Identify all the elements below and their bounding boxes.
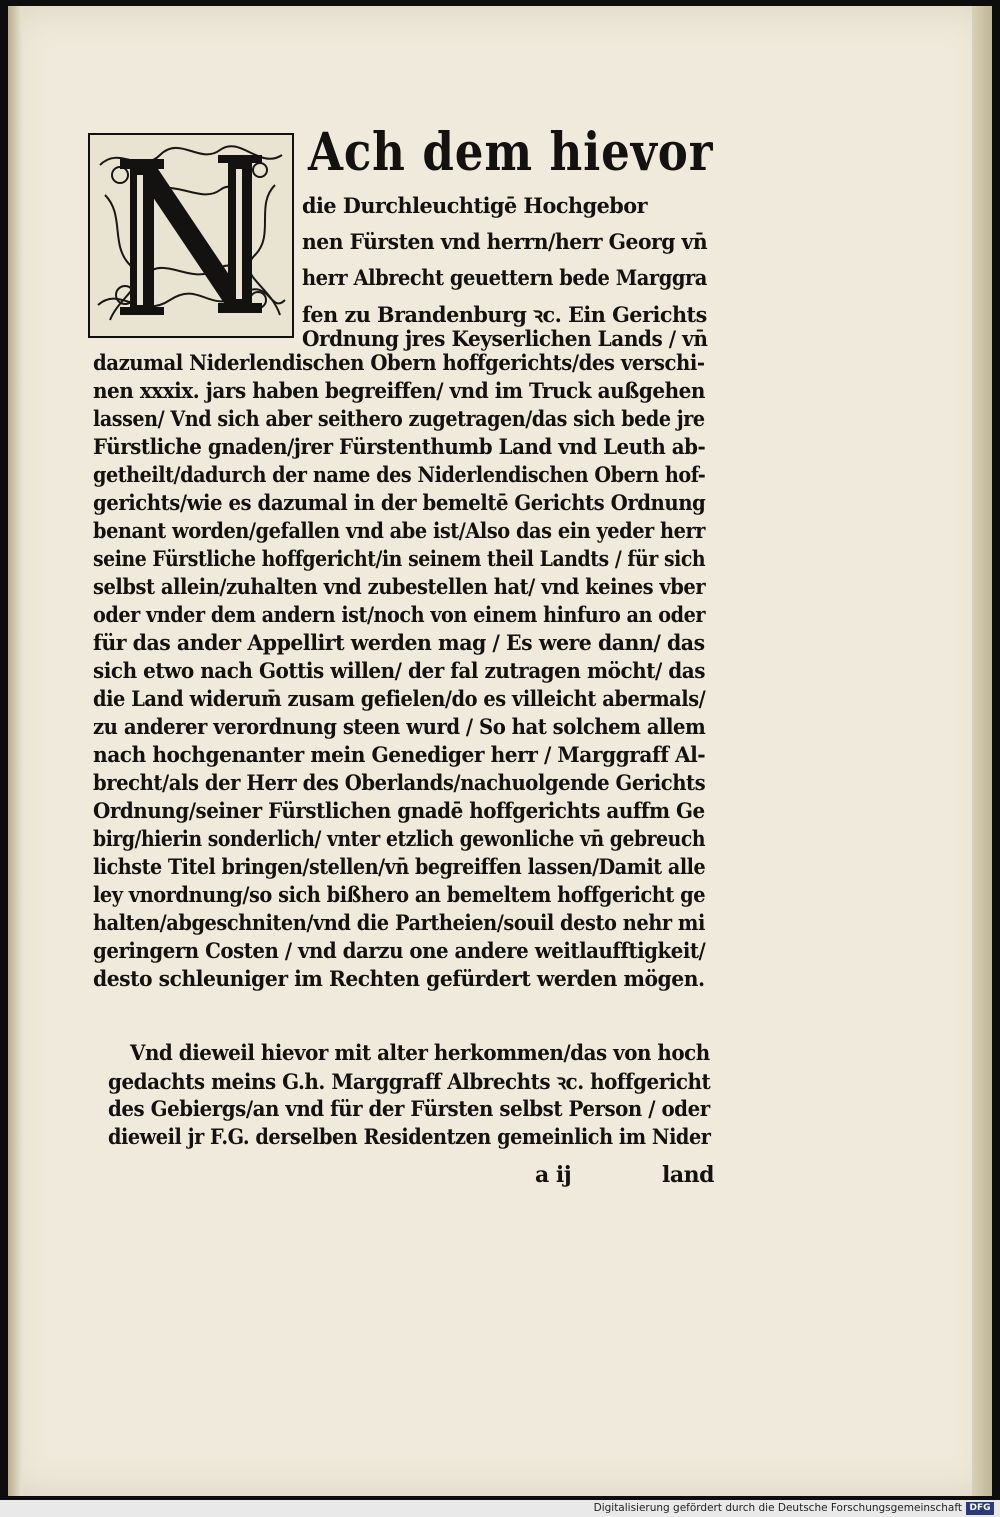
- text-line: zu anderer verordnung steen wurd / So hat solchem allem: [93, 714, 706, 739]
- text-line: nen xxxix. jars haben begreiffen/ vnd im Truck außgehen: [93, 378, 705, 403]
- text-line: lassen/ Vnd sich aber seithero zugetragen/das sich bede jre: [93, 406, 705, 431]
- text-line: ley vnordnung/so sich bißhero an bemeltem hoffgericht ge: [93, 882, 706, 907]
- text-line: halten/abgeschniten/vnd die Partheien/souil desto nehr mi: [93, 910, 705, 935]
- text-line: sich etwo nach Gottis willen/ der fal zutragen möcht/ das: [93, 658, 706, 683]
- text-line: gedachts meins G.h. Marggraff Albrechts ꝛc. hoffgericht: [108, 1069, 711, 1094]
- signature-mark: a ij: [535, 1162, 572, 1188]
- text-line: gerichts/wie es dazumal in der bemeltē Gerichts Ordnung: [93, 490, 706, 515]
- opening-line: Ach dem hievor: [308, 122, 714, 183]
- text-line: die Durchleuchtigē Hochgebor: [302, 193, 648, 218]
- dfg-logo: DFG: [966, 1502, 994, 1515]
- text-line: benant worden/gefallen vnd abe ist/Also das ein yeder herr: [93, 518, 705, 543]
- decorated-initial-n: [88, 133, 294, 338]
- text-line: des Gebiergs/an vnd für der Fürsten selbst Person / oder: [108, 1096, 710, 1121]
- text-line: dazumal Niderlendischen Obern hoffgerichts/des verschi-: [93, 350, 705, 375]
- text-line: selbst allein/zuhalten vnd zubestellen hat/ vnd keines vber: [93, 574, 706, 599]
- text-line: oder vnder dem andern ist/noch von einem hinfuro an oder: [93, 602, 706, 627]
- text-line: nach hochgenanter mein Genediger herr / Marggraff Al-: [93, 742, 706, 767]
- page-gutter: [8, 6, 22, 1496]
- text-line: für das ander Appellirt werden mag / Es were dann/ das: [93, 630, 705, 655]
- text-line: Fürstliche gnaden/jrer Fürstenthumb Land vnd Leuth ab-: [93, 434, 706, 459]
- funding-credit: Digitalisierung gefördert durch die Deutsche Forschungsgemeinschaft: [593, 1502, 962, 1514]
- text-line: desto schleuniger im Rechten gefürdert werden mögen.: [93, 966, 705, 991]
- text-line: getheilt/dadurch der name des Niderlendischen Obern hof-: [93, 462, 706, 487]
- text-line: Ordnung/seiner Fürstlichen gnadē hoffgerichts auffm Ge: [93, 798, 705, 823]
- text-line: fen zu Brandenburg ꝛc. Ein Gerichts: [302, 302, 707, 327]
- text-line: dieweil jr F.G. derselben Residentzen gemeinlich im Nider: [108, 1124, 711, 1149]
- text-line: birg/hierin sonderlich/ vnter etzlich gewonliche vn̄ gebreuch: [93, 826, 706, 851]
- text-line: Ordnung jres Keyserlichen Lands / vn̄: [302, 326, 708, 351]
- text-line: herr Albrecht geuettern bede Marggra: [302, 265, 707, 290]
- text-line: lichste Titel bringen/stellen/vn̄ begreiffen lassen/Damit alle: [93, 854, 706, 879]
- page-edge: [972, 6, 992, 1496]
- text-line: die Land widerum̄ zusam gefielen/do es villeicht abermals/: [93, 686, 706, 711]
- text-line: seine Fürstliche hoffgericht/in seinem theil Landts / für sich: [93, 546, 706, 571]
- footer-bar: [0, 1500, 1000, 1517]
- text-line: geringern Costen / vnd darzu one andere weitlaufftigkeit/: [93, 938, 706, 963]
- text-line: nen Fürsten vnd herrn/herr Georg vn̄: [302, 229, 708, 254]
- text-line: Vnd dieweil hievor mit alter herkommen/das von hoch: [130, 1040, 710, 1065]
- text-line: brecht/als der Herr des Oberlands/nachuolgende Gerichts: [93, 770, 706, 795]
- catchword: land: [662, 1162, 714, 1188]
